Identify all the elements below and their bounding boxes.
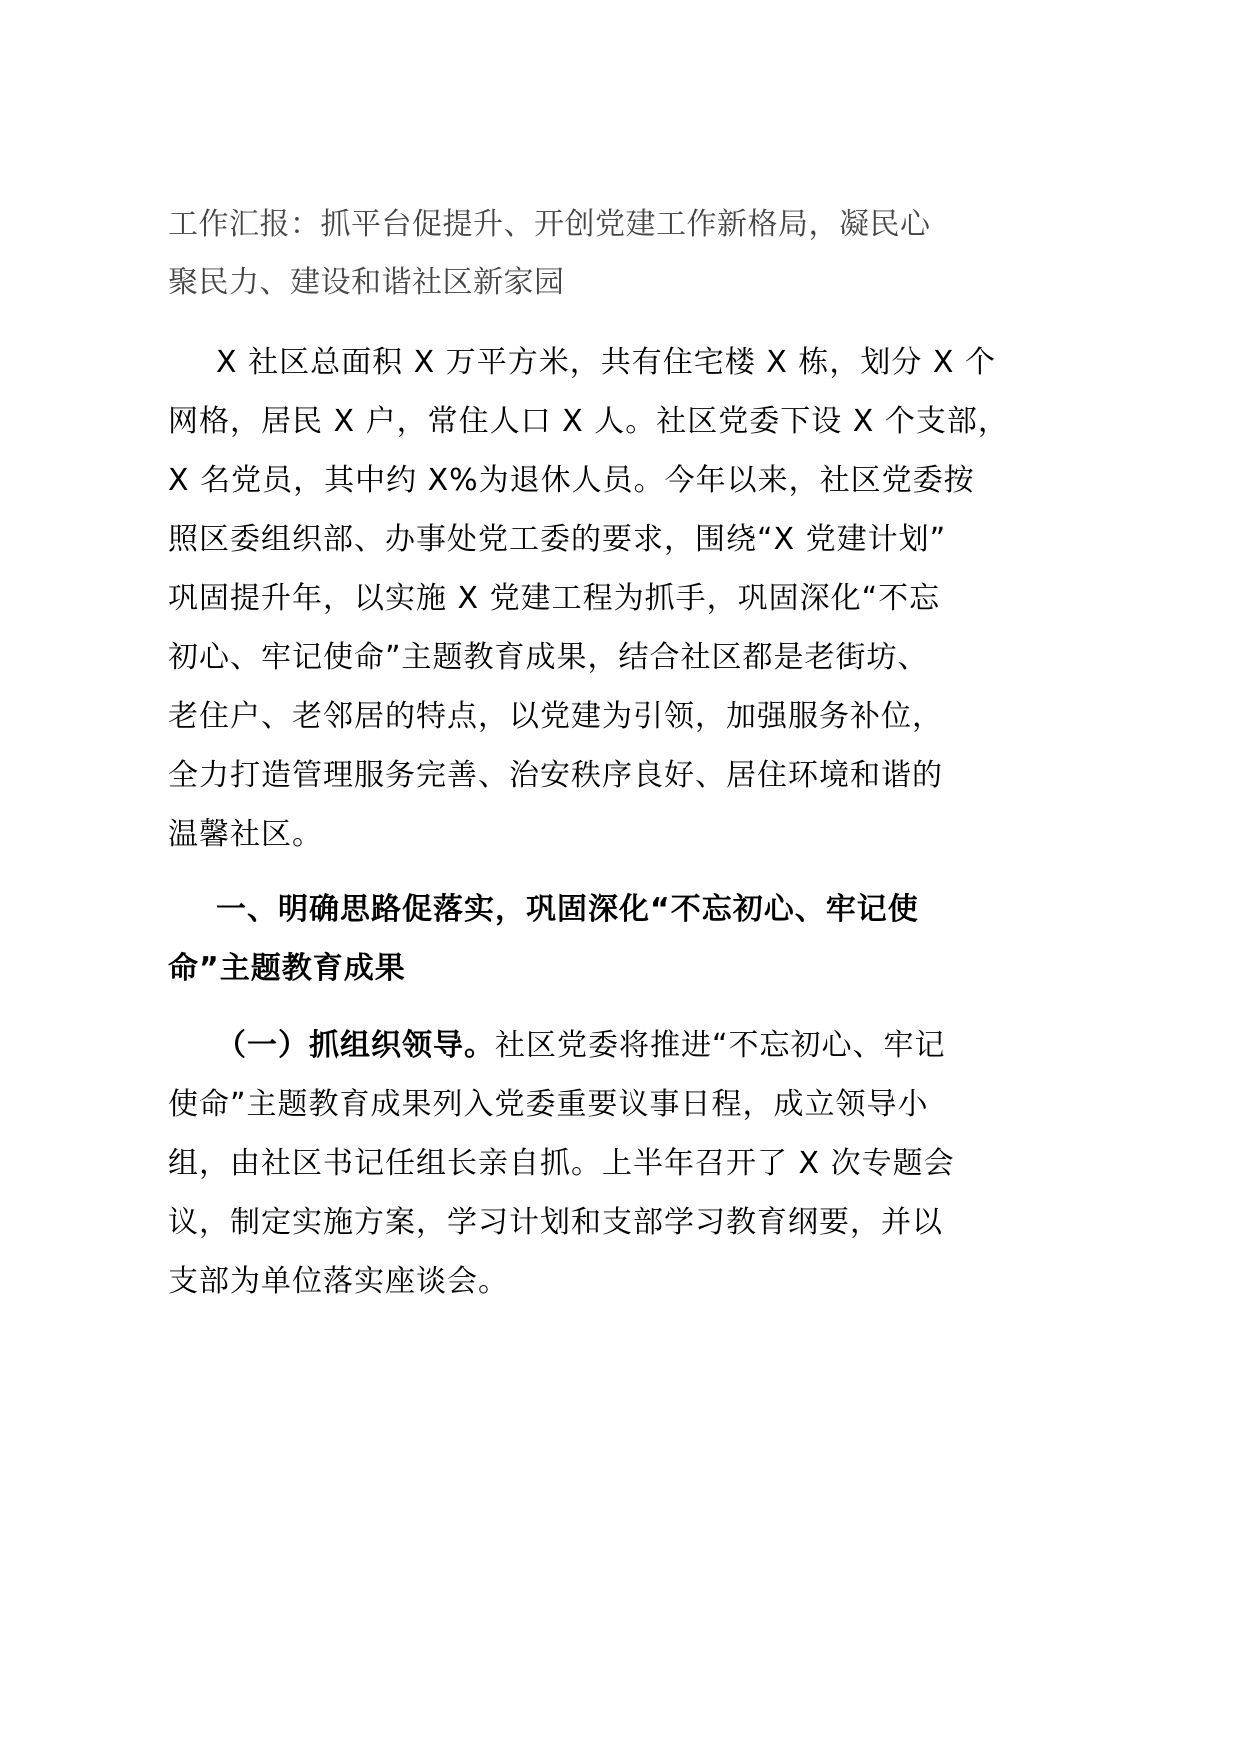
paragraph-line: 温馨社区。	[168, 817, 323, 852]
paragraph-line: 初心、牢记使命”主题教育成果，结合社区都是老街坊、	[168, 640, 929, 675]
subsection-lead: （一）抓组织领导。	[216, 1028, 495, 1063]
document-title	[168, 196, 968, 312]
paragraph-line: 支部为单位落实座谈会。	[168, 1264, 509, 1299]
heading-line: 一、明确思路促落实，巩固深化“不忘初心、牢记使	[216, 892, 919, 927]
paragraph-line: 巩固提升年，以实施 X 党建工程为抓手，巩固深化“不忘	[168, 581, 941, 616]
paragraph-line: 照区委组织部、办事处党工委的要求，围绕“X 党建计划”	[168, 522, 947, 557]
paragraph-line: 全力打造管理服务完善、治安秩序良好、居住环境和谐的	[168, 758, 943, 793]
paragraph-line: X 社区总面积 X 万平方米，共有住宅楼 X 栋，划分 X 个	[216, 345, 996, 380]
intro-paragraph	[168, 333, 1009, 864]
title-line: 聚民力、建设和谐社区新家园	[168, 265, 565, 300]
paragraph-line	[168, 1016, 968, 1075]
title-line: 工作汇报：抓平台促提升、开创党建工作新格局，凝民心	[168, 207, 931, 242]
subsection-lead-rest: 社区党委将推进“不忘初心、牢记	[495, 1028, 946, 1063]
paragraph-line: 使命”主题教育成果列入党委重要议事日程，成立领导小	[168, 1087, 929, 1122]
paragraph-line: 议，制定实施方案，学习计划和支部学习教育纲要，并以	[168, 1205, 943, 1240]
paragraph-line: X 名党员，其中约 X%为退休人员。今年以来，社区党委按	[168, 463, 975, 498]
paragraph-line: 老住户、老邻居的特点，以党建为引领，加强服务补位，	[168, 699, 943, 734]
paragraph-line: 组，由社区书记任组长亲自抓。上半年召开了 X 次专题会	[168, 1146, 955, 1181]
subsection-paragraph-one	[168, 1016, 968, 1311]
paragraph-line: 网格，居民 X 户，常住人口 X 人。社区党委下设 X 个支部，	[168, 404, 1009, 439]
heading-line: 命”主题教育成果	[168, 951, 406, 986]
section-heading-one	[168, 880, 968, 998]
